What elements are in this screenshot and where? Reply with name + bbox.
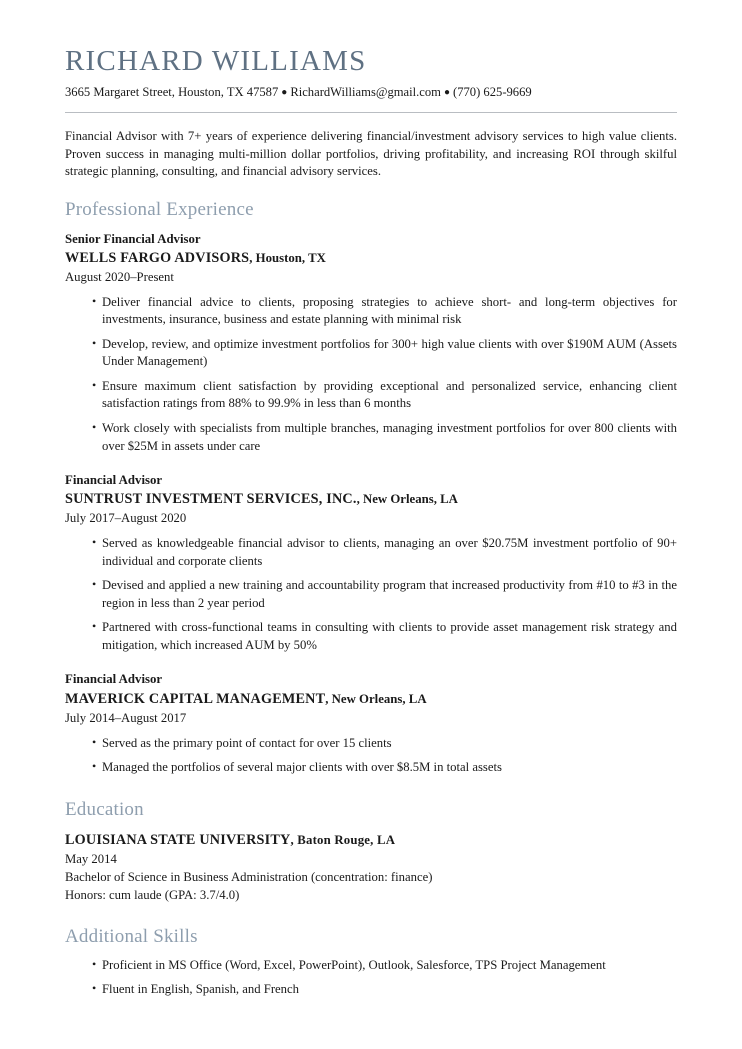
employer-name: WELLS FARGO ADVISORS [65,249,250,266]
list-item: • Served as knowledgeable financial advisor to clients, managing an over $20.75M investment portfolio of 90+ individual and corporate clients [65,535,677,570]
employer-line [65,489,677,509]
employer-line [65,689,677,709]
job-title: Senior Financial Advisor [65,231,201,246]
candidate-name: RICHARD WILLIAMS [65,45,367,77]
list-item: • Fluent in English, Spanish, and French [65,981,677,999]
employment-dates: July 2014–August 2017 [65,710,187,725]
contact-separator-2: ● [443,87,450,99]
education-entry [65,830,677,904]
list-item: • Served as the primary point of contact for over 15 clients [65,735,677,753]
school-location: , Baton Rouge, LA [290,832,396,847]
responsibility-list [65,735,677,777]
employer-location: , New Orleans, LA [356,492,458,507]
experience-entry [65,670,677,776]
employer-location: , Houston, TX [249,250,326,265]
employment-dates: July 2017–August 2020 [65,511,187,526]
employment-dates: August 2020–Present [65,269,174,284]
responsibility-list [65,535,677,654]
school-line [65,830,677,850]
contact-line [65,85,677,101]
section-heading-education: Education [65,798,144,820]
list-item: • Deliver financial advice to clients, proposing strategies to achieve short- and long-term objectives for investments, insurance, business and estate planning with minimal risk [65,294,677,329]
section-heading-skills: Additional Skills [65,925,198,947]
list-item: • Ensure maximum client satisfaction by providing exceptional and personalized service, enhancing client satisfaction ratings from 88% to 99.9% in less than 6 months [65,378,677,413]
job-title: Financial Advisor [65,473,163,488]
contact-phone[interactable]: (770) 625-9669 [453,85,532,100]
section-heading-experience: Professional Experience [65,198,254,220]
employer-location: , New Orleans, LA [325,691,427,706]
list-item: • Devised and applied a new training and accountability program that increased productivity from #10 to #3 in the region in less than 2 year period [65,577,677,612]
professional-summary: Financial Advisor with 7+ years of experience delivering financial/investment advisory services to high value clients. Proven success in managing multi-million dollar portfolios, driving profitability, and increasing ROI through skilful strategic planning, consulting, and financial advisory services. [65,129,677,179]
contact-email[interactable]: RichardWilliams@gmail.com [290,85,441,100]
graduation-date: May 2014 [65,851,117,866]
list-item: • Partnered with cross-functional teams in consulting with clients to provide asset management risk strategy and mitigation, which increased AUM by 50% [65,619,677,654]
honors: Honors: cum laude (GPA: 3.7/4.0) [65,887,240,902]
skills-list [65,957,677,999]
employer-line [65,248,677,268]
responsibility-list [65,294,677,455]
experience-entry [65,230,677,455]
employer-name: SUNTRUST INVESTMENT SERVICES, INC. [65,491,357,508]
list-item: • Work closely with specialists from multiple branches, managing investment portfolios for over 800 clients with over $25M in assets under care [65,420,677,455]
school-name: LOUISIANA STATE UNIVERSITY [65,831,291,848]
list-item: • Develop, review, and optimize investment portfolios for 300+ high value clients with over $190M AUM (Assets Under Management) [65,336,677,371]
degree: Bachelor of Science in Business Administration (concentration: finance) [65,869,433,884]
job-title: Financial Advisor [65,672,163,687]
experience-entry [65,471,677,654]
contact-address: 3665 Margaret Street, Houston, TX 47587 [65,85,279,100]
header-divider [65,112,677,113]
list-item: • Managed the portfolios of several major clients with over $8.5M in total assets [65,759,677,777]
resume-header [65,46,677,113]
employer-name: MAVERICK CAPITAL MANAGEMENT [65,690,326,707]
list-item: • Proficient in MS Office (Word, Excel, PowerPoint), Outlook, Salesforce, TPS Project Management [65,957,677,975]
contact-separator-1: ● [281,87,288,99]
